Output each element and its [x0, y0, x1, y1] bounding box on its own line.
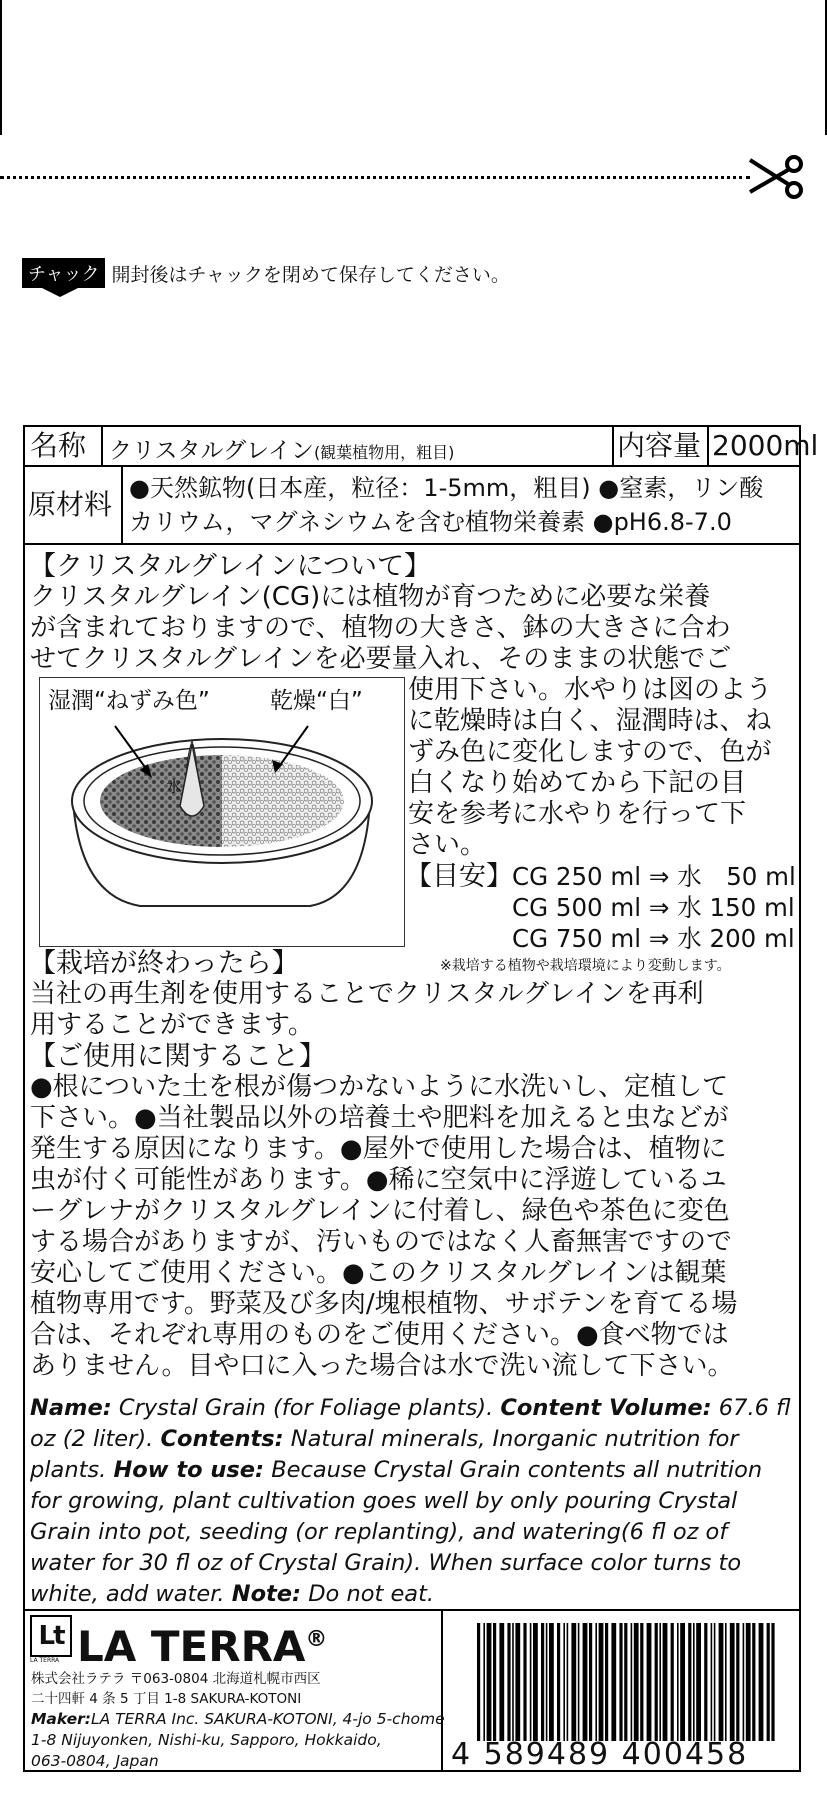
barcode-bar: [563, 1623, 565, 1741]
usage-line-5: ーグレナがクリスタルグレインに付着し、緑色や茶色に変色: [30, 1196, 730, 1226]
barcode-bar: [719, 1623, 724, 1741]
barcode-bar: [605, 1623, 608, 1741]
barcode-bar: [483, 1623, 485, 1741]
name-note: (観葉植物用，粗目): [313, 443, 455, 462]
about-side-line-3: ずみ色に変化しますので、色が: [408, 737, 772, 767]
en-volume-label: Content Volume:: [500, 1395, 712, 1421]
barcode-bar: [736, 1623, 739, 1741]
barcode-bar: [659, 1623, 661, 1741]
barcode-bar: [671, 1623, 674, 1741]
illus-dry-label: 乾燥“白”: [270, 688, 363, 714]
barcode-bar: [515, 1623, 520, 1741]
after-line-1: 当社の再生剤を使用することでクリスタルグレインを再利: [30, 979, 704, 1009]
address-en-2: 1-8 Nijuyonken, Nishi-ku, Sapporo, Hokkaido,: [31, 1731, 382, 1749]
barcode-bar: [507, 1623, 510, 1741]
address-jp-2: 二十四軒 4 条 5 丁目 1-8 SAKURA-KOTONI: [31, 1691, 302, 1707]
barcode-bar: [523, 1623, 526, 1741]
logo-mark: Lt: [30, 1615, 72, 1657]
barcode-bar: [589, 1623, 592, 1741]
barcode-bar: [767, 1623, 770, 1741]
materials-line-1: ●天然鉱物(日本産，粒径：1-5mm，粗目) ●窒素，リン酸: [129, 474, 764, 502]
brand-logo: [30, 1615, 72, 1663]
name-value-cell: [103, 427, 614, 467]
guide-row-2: CG 500 ml ⇒ 水 150 ml: [512, 893, 795, 922]
en-howto-value: Because Crystal Grain contents all nutrition for growing, plant cultivation goes well by only pouring Crystal Grain into pot, seeding (or replanting), and watering(6 fl oz of water for 30 fl oz of Crystal Grain). When surface color turns to white, add water.: [30, 1457, 763, 1607]
barcode-bar: [704, 1623, 707, 1741]
label-panel: [23, 425, 819, 1772]
logo-small-text: LA TERRA: [30, 1657, 60, 1664]
barcode-bar: [640, 1623, 643, 1741]
en-contents-label: Contents:: [160, 1426, 284, 1452]
barcode-bar: [663, 1623, 668, 1741]
about-line-1: クリスタルグレイン(CG)には植物が育つために必要な栄養: [30, 582, 711, 612]
illus-water-label: 水: [166, 777, 183, 796]
brand-reg: ®: [305, 1627, 328, 1652]
barcode-bar: [634, 1623, 639, 1741]
barcode-bar: [631, 1623, 633, 1741]
barcode-area: [443, 1609, 801, 1774]
illus-wet-label: 湿潤“ねずみ色”: [48, 688, 210, 714]
usage-line-8: 植物専用です。野菜及び多肉/塊根植物、サボテンを育てる場: [30, 1289, 738, 1319]
en-name-label: Name:: [30, 1395, 112, 1421]
brand-text: LA TERRA: [77, 1622, 306, 1671]
zipper-notice: [22, 258, 510, 288]
barcode-bar: [619, 1623, 622, 1741]
volume-label-cell: [614, 427, 709, 467]
guide-label: 【目安】: [405, 861, 513, 892]
about-side-line-1: 使用下さい。水やりは図のよう: [408, 675, 773, 705]
barcode-bar: [677, 1623, 679, 1741]
materials-value-cell: [123, 467, 799, 545]
barcode-bar: [771, 1623, 774, 1741]
barcode-bar: [487, 1623, 492, 1741]
bowl-illustration: [40, 716, 404, 946]
guide-row-1: CG 250 ml ⇒ 水 50 ml: [512, 862, 796, 891]
address-en: [31, 1709, 445, 1772]
cut-line: [0, 176, 750, 179]
barcode-bar: [477, 1623, 480, 1741]
barcode-bar: [493, 1623, 496, 1741]
barcode-bar: [530, 1623, 532, 1741]
after-heading: 【栽培が終わったら】: [29, 948, 299, 979]
barcode-bar: [693, 1623, 695, 1741]
usage-line-9: 合は、それぞれ専用のものをご使用ください。●食べ物では: [30, 1320, 729, 1350]
name-value: クリスタルグレイン: [109, 438, 314, 464]
barcode-bar: [583, 1623, 588, 1741]
barcode-bar: [611, 1623, 616, 1741]
volume-label: 内容量: [617, 429, 702, 462]
barcode-bar: [557, 1623, 560, 1741]
after-line-2: 用することができます。: [30, 1010, 314, 1040]
barcode-bar: [696, 1623, 701, 1741]
package-left-edge: [0, 0, 2, 135]
materials-line-2: カリウム，マグネシウムを含む植物栄養素 ●pH6.8-7.0: [129, 508, 732, 536]
usage-line-10: ありません。目や口に入った場合は水で洗い流して下さい。: [30, 1351, 734, 1381]
zipper-tag: チャック: [22, 258, 105, 288]
name-label: 名称: [30, 429, 87, 462]
barcode-bar: [752, 1623, 755, 1741]
en-howto-label: How to use:: [113, 1457, 265, 1483]
en-contents-value: Natural minerals, Inorganic nutrition for plants.: [30, 1426, 739, 1483]
barcode-bar: [546, 1623, 548, 1741]
address-en-3: 063-0804, Japan: [31, 1752, 159, 1770]
usage-line-2: 下さい。●当社製品以外の培養土や肥料を加えると虫などが: [30, 1103, 729, 1133]
barcode-bar: [499, 1623, 504, 1741]
barcode-bar: [512, 1623, 514, 1741]
barcode-bar: [730, 1623, 735, 1741]
guide-note: ※栽培する植物や栽培環境により変動します。: [440, 958, 731, 974]
materials-label-cell: [25, 467, 123, 545]
barcode-bar: [599, 1623, 604, 1741]
maker-value: LA TERRA Inc. SAKURA-KOTONI, 4-jo 5-chome: [91, 1710, 445, 1728]
barcode-digits: 4 589489 400458: [451, 1737, 749, 1772]
usage-line-7: 安心してご使用ください。●このクリスタルグレインは観葉: [30, 1258, 727, 1288]
barcode-bar: [567, 1623, 569, 1741]
about-side-line-4: 白くなり始めてから下記の目: [408, 768, 747, 798]
barcode-bar: [714, 1623, 716, 1741]
barcode-bar: [759, 1623, 764, 1741]
about-side-line-2: に乾燥時は白く、湿潤時は、ね: [408, 706, 772, 736]
en-note-label: Note:: [231, 1581, 302, 1607]
barcode-bar: [746, 1623, 751, 1741]
guide-row-3: CG 750 ml ⇒ 水 200 ml: [512, 924, 795, 953]
barcode-bar: [624, 1623, 627, 1741]
maker-block: [25, 1609, 443, 1772]
about-side-line-5: 安を参考に水やりを行って下: [408, 799, 747, 829]
usage-line-4: 虫が付く可能性があります。●稀に空気中に浮遊しているユ: [30, 1165, 727, 1195]
barcode-bar: [725, 1623, 727, 1741]
en-name-value: Crystal Grain (for Foliage plants).: [111, 1395, 501, 1421]
usage-line-1: ●根についた土を根が傷つかないように水洗いし、定植して: [30, 1072, 729, 1102]
barcode: [477, 1623, 777, 1741]
zipper-text: 開封後はチャックを閉めて保存してください。: [111, 263, 510, 286]
barcode-bar: [655, 1623, 658, 1741]
name-label-cell: [25, 427, 103, 467]
address-jp-1: 株式会社ラテラ 〒063-0804 北海道札幌市西区: [31, 1671, 321, 1687]
en-volume-value: 67.6 fl oz (2 liter).: [30, 1395, 791, 1452]
usage-line-3: 発生する原因になります。●屋外で使用した場合は、植物に: [30, 1134, 727, 1164]
english-description: [30, 1393, 798, 1610]
brand-name: [77, 1617, 327, 1670]
barcode-bar: [541, 1623, 544, 1741]
barcode-bar: [549, 1623, 554, 1741]
about-line-3: せてクリスタルグレインを必要量入れ、そのままの状態でご: [30, 644, 732, 674]
maker-label: Maker:: [31, 1710, 91, 1728]
barcode-bar: [711, 1623, 713, 1741]
about-side-line-6: さい。: [408, 830, 487, 860]
about-heading: 【クリスタルグレインについて】: [29, 551, 432, 582]
usage-heading: 【ご使用に関すること】: [29, 1041, 326, 1072]
volume-value-cell: [709, 427, 819, 467]
usage-line-6: する場合がありますが、汚いものではなく人畜無害ですので: [30, 1227, 733, 1257]
barcode-bar: [647, 1623, 652, 1741]
materials-label: 原材料: [28, 488, 113, 521]
barcode-bar: [595, 1623, 597, 1741]
about-line-2: が含まれておりますので、植物の大きさ、鉢の大きさに合わ: [30, 613, 731, 643]
volume-value: 2000ml: [712, 429, 819, 462]
barcode-bar: [688, 1623, 691, 1741]
barcode-bar: [578, 1623, 580, 1741]
en-note-value: Do not eat.: [301, 1581, 435, 1607]
barcode-bar: [743, 1623, 745, 1741]
barcode-bar: [533, 1623, 538, 1741]
barcode-bar: [680, 1623, 685, 1741]
barcode-bar: [571, 1623, 576, 1741]
watering-illustration: [39, 677, 405, 947]
scissors-icon: [748, 154, 804, 200]
